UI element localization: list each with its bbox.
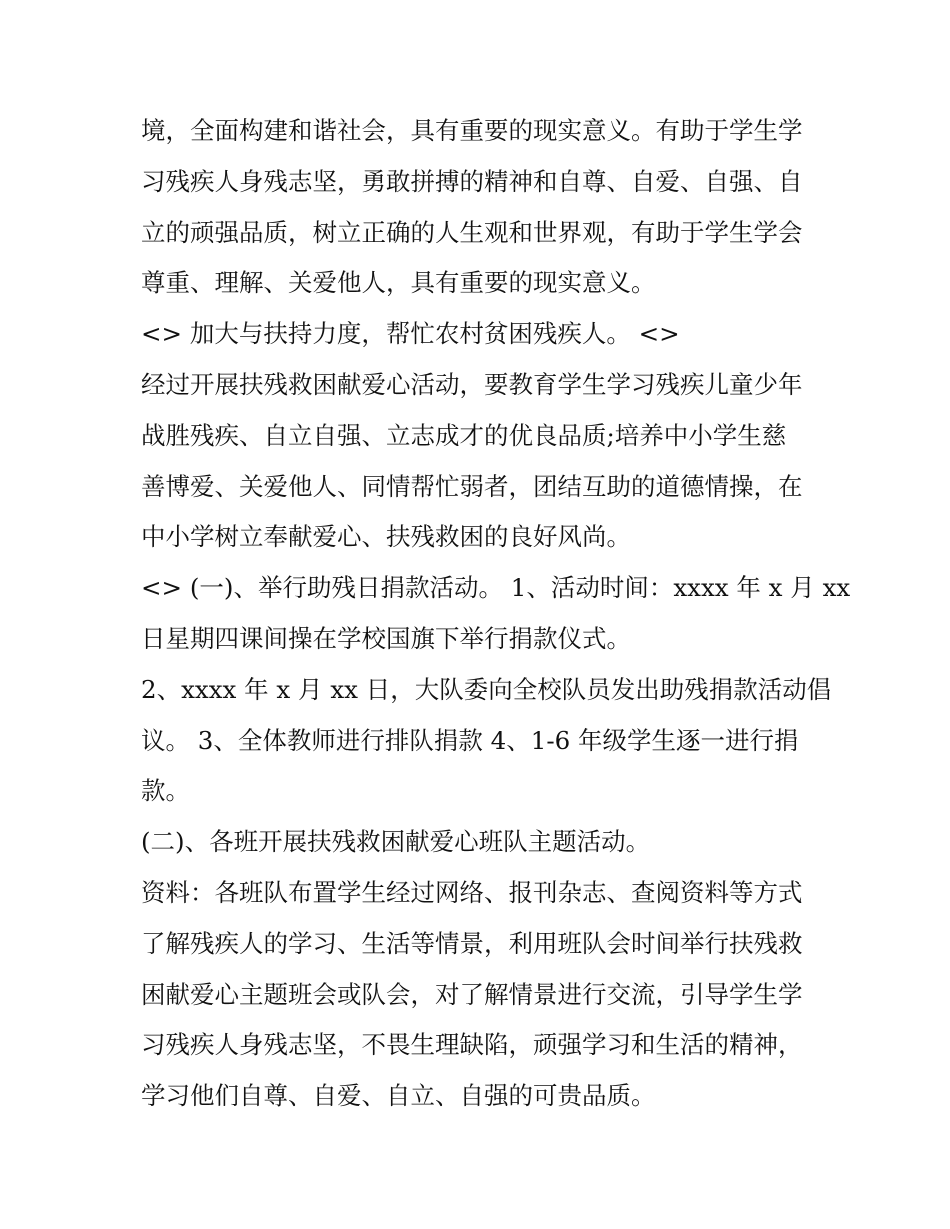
text-line: 立的顽强品质，树立正确的人生观和世界观，有助于学生学会 (141, 217, 803, 247)
text-line: 中小学树立奉献爱心、扶残救困的良好风尚。 (141, 522, 631, 552)
text-line: 习残疾人身残志坚，勇敢拼搏的精神和自尊、自爱、自强、自 (141, 166, 803, 196)
text-line: <> 加大与扶持力度，帮忙农村贫困残疾人。 <> (141, 319, 680, 349)
text-line: 尊重、理解、关爱他人，具有重要的现实意义。 (141, 268, 656, 298)
text-line: 习残疾人身残志坚，不畏生理缺陷，顽强学习和生活的精神， (141, 1030, 803, 1060)
text-line: 善博爱、关爱他人、同情帮忙弱者，团结互助的道德情操，在 (141, 471, 803, 501)
text-line: 日星期四课间操在学校国旗下举行捐款仪式。 (141, 623, 631, 653)
text-line: (二)、各班开展扶残救困献爱心班队主题活动。 (141, 827, 651, 857)
text-line: 款。 (141, 776, 190, 806)
text-line: 2、xxxx 年 x 月 xx 日，大队委向全校队员发出助残捐款活动倡 (141, 674, 832, 704)
text-line: 境，全面构建和谐社会，具有重要的现实意义。有助于学生学 (141, 116, 803, 145)
text-line: <> (一)、举行助残日捐款活动。 1、活动时间：xxxx 年 x 月 xx (141, 573, 851, 603)
text-line: 资料：各班队布置学生经过网络、报刊杂志、查阅资料等方式 (141, 877, 803, 907)
text-line: 学习他们自尊、自爱、自立、自强的可贵品质。 (141, 1081, 656, 1111)
text-line: 困献爱心主题班会或队会，对了解情景进行交流，引导学生学 (141, 979, 803, 1009)
text-line: 经过开展扶残救困献爱心活动，要教育学生学习残疾儿童少年 (141, 369, 803, 399)
document-body (141, 106, 851, 1122)
text-line: 了解残疾人的学习、生活等情景，利用班队会时间举行扶残救 (141, 928, 803, 958)
text-line: 议。 3、全体教师进行排队捐款 4、1-6 年级学生逐一进行捐 (141, 725, 799, 755)
text-line: 战胜残疾、自立自强、立志成才的优良品质;培养中小学生慈 (141, 420, 787, 450)
